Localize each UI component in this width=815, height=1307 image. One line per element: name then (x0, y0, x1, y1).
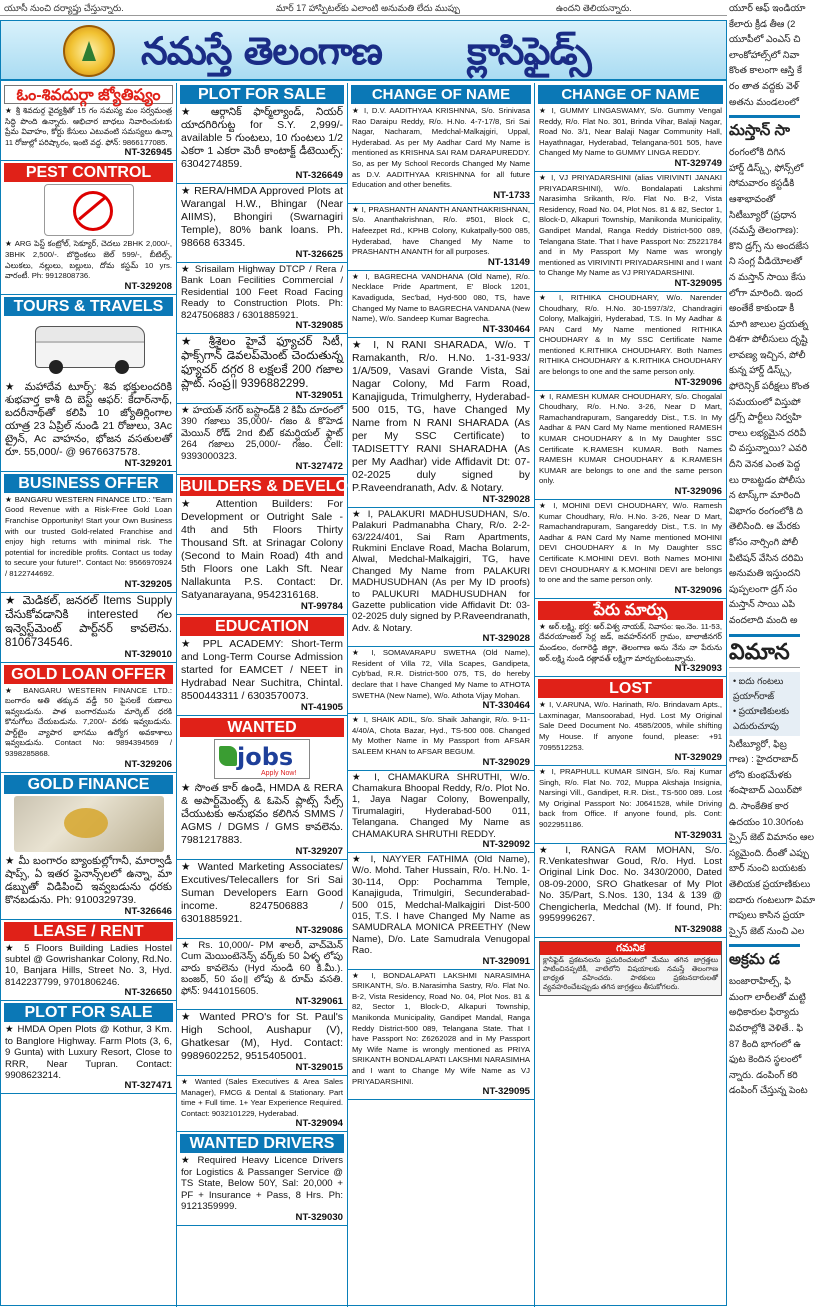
news-line: లోని కుంభమేళకు (729, 768, 792, 780)
news-line: వందలాది మంది అ (729, 613, 798, 625)
ad-code: NT-329010 (124, 648, 172, 660)
ad-text: ★ I, BONDALAPATI LAKSHMI NARASIMHA SRIKANTH, S/o. B.Narasimha Sastry, R/o. Flat No. B-2, Vista Residency, Road No. 04, Plot Nos. 81 & 82, Sector 1, Block-D, Alkapuri Township, Manikonda Municipality, Gandipet Mandal, Ranga Reddy District-500 089, Telangana State. That I have Passport No: Z6262028 and in My Passport My Wife Name is wrongly mentioned as PRIYA SRIKANTH BONDALAPATI LAKSHMI NARASIMHA and I want to Change My Wife Name as VJ PRIYADARSHINI. (352, 970, 530, 1086)
classified-ad (348, 508, 534, 647)
disclaimer-notice (539, 941, 722, 996)
news-bullet: ప్రయాగ్‌రాజ్‌ (733, 690, 775, 701)
ad-text: ★ హయత్ నగర్ బస్టాండ్‌కి 2 కిమీ దూరంలో 390 గజాలు 35,000/- గజం & కొహెడ మెయిన్ రోడ్ 2nd బిట్ కమర్షియల్ ఫ్లాట్ 264 గజాలు 25,000/- గజం. Cell: 9393000323. (181, 405, 343, 462)
classified-ad (1, 593, 176, 663)
news-line: రంగంలోకి దిగిన (729, 146, 786, 158)
ad-text: ★ ఆర్గానిక్ ఫార్మ్‌ల్యాండ్, నియర్ యాదగిరిగుట్ట for S.Y. 2,999/- available 5 గుంటలు, 10 గుంటలు 1/2 ఎకరా 1 ఎకరా మెరీ కాంటాక్ట్ డీటెయిల్స్: 6304274859. (181, 106, 343, 170)
ad-text: ★ I, PRAPHULL KUMAR SINGH, S/o. Raj Kumar Singh, R/o. Flat No. 702, Muppa Akshaja Insignia, Narsingi Vill., Gandipet, R.R. Dist., TS-500 089. Lost My Original Passport No: J0641528, while Driving back from Office. If anyone found, pls. Cont: 9022951186. (539, 767, 722, 830)
classified-ad (1, 1023, 176, 1094)
classified-ad (1, 494, 176, 593)
news-line: లాంకోహాల్స్‌లో నివా (729, 48, 800, 60)
classified-ad (177, 404, 347, 475)
section-header: TOURS & TRAVELS (4, 297, 173, 316)
news-line: దీని వెనక ఎంత పెద్ద (729, 458, 801, 470)
news-line: బంజారాహిల్స్, ఫి (729, 975, 791, 987)
classified-ad (1, 854, 176, 920)
news-line: వివరాల్లోకి వెళితే.. ఫి (729, 1022, 804, 1034)
ad-text: ★ Wanted PRO's for St. Paul's High School, Aushapur (V), Ghatkesar (M), Hyd. Contact: 9989602252, 9515405001. (181, 1011, 343, 1063)
classified-ad (177, 334, 347, 404)
news-line: తెలియక ప్రయాణికులు (729, 877, 811, 889)
news-line: లు రాబట్టడం పోలీసు (729, 473, 805, 485)
ad-code: NT-329096 (674, 486, 722, 497)
section-builders (177, 477, 392, 615)
news-line: గాణ) : హైదరాబాద్ (729, 753, 799, 765)
news-line: కున్న హార్డ్ డిస్క్స్, (729, 364, 792, 376)
news-bullet: • ప్రయాణికులకు (733, 705, 789, 716)
news-line: అంతేకే కాకుండా కీ (729, 302, 795, 314)
classified-ad (177, 1010, 347, 1076)
section-cn2 (535, 85, 726, 599)
ad-text: ★ I, D.V. AADITHYAA KRISHNNA, S/o. Srinivasa Rao Daraipu Reddy, R/o. H.No. 4-7-17/8, Sri Sai Nagar, Nacharam, Medchal-Malkajgiri, Uppal, Hyderabad. As per My Aadhar Card My Name is mentioned as KRISHNA SAI RAM DARAPUREDDY. So, as per My School Records Changed My Name as D.V. AADITHYAA KRISHNNA for all future Education and other benefits. (352, 106, 531, 190)
news-line: బార్ నుంచి బయటకు (729, 862, 807, 874)
news-line: యూర్ ఆఫ్ ఇండియా (729, 2, 806, 13)
section-astro (1, 85, 176, 161)
news-line: స్యమైంది. దీంతో ఎప్పు (729, 846, 809, 858)
news-bullets (729, 672, 800, 736)
news-line: రం తాత వద్దకు వెళ్ (729, 79, 799, 91)
section-tours (1, 297, 176, 472)
newspaper-brand: నమస్తే తెలంగాణ (141, 28, 382, 73)
ad-code: NT-329088 (674, 923, 722, 935)
news-headline-2: విమాన (729, 634, 800, 668)
section-plot2 (177, 85, 347, 475)
top-strip-left: యూసీ నుంచి దర్యాప్తు చేస్తున్నారు. (4, 3, 124, 13)
news-line: మంగా లారీలతో మట్టి (729, 990, 806, 1002)
news-line: విభాగం రంగంలోకి ది (729, 504, 803, 516)
ad-code: NT-329094 (295, 1118, 343, 1130)
ad-code: NT-329201 (124, 457, 172, 469)
classified-ad (348, 853, 534, 970)
column-4 (535, 83, 726, 1307)
column-3 (348, 83, 535, 1307)
ad-text: ★ BANGARU WESTERN FINANCE LTD.: "Earn Good Revenue with a Risk-Free Gold Loan Franchise Opportunity! Start your Own Business with our trusted Gold-related Franchise and enjoy high returns with minimal risk. The potential for incredible profits. Contact us today to secure your future!". Contact No: 9566970924 / 8122744692. (5, 494, 172, 578)
ad-text: ★ I, RANGA RAM MOHAN, S/o. R.Venkateshwar Goud, R/o. Hyd. Lost Original Link Doc. No. 3430/2000, Dated 08-09-2000, SRO Ghatkesar of My Plot No. 35/Part, S.Nos. 130, 134 & 139 @ Chengicherla, Medchal (M). If found, Ph: 9959996267. (539, 844, 722, 925)
ad-text: ★ I, GUMMY LINGASWAMY, S/o. Gummy Vengal Reddy, R/o. Flat No. 301, Brinda Vihar, Balaji Nagar, Road No. 3/1, Near Balaji Nagar Community Hall, Hayathnagar, Hyderabad, Telangana-501 505, have Changed My Name to GUMMY LINGA REDDY. (539, 106, 722, 158)
news-line: గాపులు కాసిన ప్రయా (729, 909, 805, 921)
ad-code: NT-326650 (124, 987, 172, 999)
news-line: డంపింగ్ చేస్తున్న పెంట (729, 1084, 808, 1096)
news-line: కొంత కాలంగా ఆస్తి కే (729, 64, 802, 76)
column-1 (1, 83, 177, 1307)
adjacent-news-strip (729, 0, 815, 1306)
masthead (1, 21, 726, 81)
ad-text: ★ I, MOHINI DEVI CHOUDHARY, W/o. Ramesh Kumar Choudhary, R/o. H.No. 3-26, Near D Mart, Ramachandrapuram, Sangareddy Dist., T.S. In My Aadhar & PAN Card My Name mentioned MOHINI DEVI CHOUDHARY & In My Daughter SSC Certificate K.MOHINI DEVI. Both Names MOHINI DEVI CHOUDHARY & K.MOHINI DEVI are belongs to one and the same person only. (539, 501, 722, 585)
ad-text: ★ శ్రీశైలం హైవే ఫ్యూచర్ సిటీ, ఫాక్స్‌గాన్ డెవలప్‌మెంట్ చెందుతున్న ఫ్యూచర్ దగ్గర 8 లక్షలకే 200 గజాల ప్లాట్. సంప్ర॥ 9396882299. (181, 335, 343, 391)
money-image (14, 796, 164, 852)
news-line: ఫోరెన్సిక్ పరీక్షలు కొంత (729, 380, 810, 392)
ad-text: ★ I, CHAMAKURA SHRUTHI, W/o. Chamakura Bhoopal Reddy, R/o. Plot No. 1, Jaya Nagar Colony, Bowenpally, Tirumalagiri, Hyderabad-500 011, Telangana. Changed My Name as CHAMAKURA SHRUTHI REDDY. (352, 771, 530, 840)
classified-ad (177, 263, 347, 334)
ad-text: ★ Rs. 10,000/- PM శాలరీ, వాచ్‌మెన్ Cum మెయింటెనెన్స్ వర్క్‌కు 50 ఏళ్ళ లోపు వారు కావలెను (Hyd నుండి 60 కి.మీ.). బంజర్, 50 పం॥ లోపు & రూమ్ వసతి. ఫోన్: 9441015605. (181, 940, 343, 997)
news-line: 87 కింది భాగంలో ఉ (729, 1037, 801, 1049)
classified-ad (535, 391, 726, 500)
jobs-logo-text: jobs (237, 743, 294, 772)
news-line: సిటీబ్యూరో, ఫిబ్ర (729, 737, 787, 749)
classified-ad (177, 1154, 347, 1225)
ad-text: ★ శ్రీ శివదుర్గ వైద్యశ్రీతో 15 గం సమస్య మం సర్వమంత్ర సిద్ధి పొంది ఉన్నారు. ఆభిచార బాధలు నివారించుటకు ప్రేమ వివాహం, కోర్టు కేసులు ఎటువంటి సమస్యలు ఉన్నా 11 రోజుల్లో పరిష్కారం, ఇంటి వద్ద. ఫోన్: 9866177085. (5, 106, 172, 147)
classifieds-page (0, 20, 727, 1306)
ad-code: NT-329086 (295, 925, 343, 937)
section-lost (535, 679, 726, 937)
ad-text: ★ మీ బంగారం బ్యాంకుల్లోగానీ, మార్వాడీ షాప్స్, ఏ ఇతర ఫైనాన్స్‌లలో ఉన్నా, మా డబ్బుతో విడిపించి ఇవ్వబడును ధరకు కొనబడును. Ph: 9100329739. (5, 854, 172, 906)
section-header: WANTED DRIVERS (180, 1134, 344, 1153)
section-drivers (177, 1134, 347, 1225)
ad-code: NT-13149 (487, 256, 530, 268)
ad-code: NT-329029 (674, 752, 722, 764)
ad-code: NT-329031 (674, 829, 722, 841)
ad-code: NT-329206 (124, 758, 172, 770)
jobs-image (214, 739, 310, 779)
ad-code: NT-329205 (124, 578, 172, 590)
ad-code: NT-327471 (124, 1080, 172, 1092)
news-line: కేలారు క్రీడ తీఆ (2 (729, 17, 796, 29)
classified-ad (1, 105, 176, 161)
ad-code: NT-1733 (493, 189, 530, 201)
ad-code: NT-327472 (295, 461, 343, 473)
section-header: LEASE / RENT (4, 922, 173, 941)
news-line: మాగి జాలుల ప్రయత్న (729, 317, 809, 329)
news-line: తెలిసింది. ఆ మేరకు (729, 520, 801, 532)
news-line: సోమవారం కస్టడీకి (729, 177, 795, 189)
news-line: లోగా మారింది. ఇంద (729, 286, 803, 298)
section-header: LOST (538, 679, 723, 698)
ad-code: NT-329092 (482, 838, 530, 850)
news-bullet: • ఐదు గంటలు (733, 675, 784, 686)
classified-ad (348, 204, 534, 271)
ad-text: ★ అర్.లక్ష్మి, భర్త: అర్.విశ్వ నాయక్, నివాసం: ఇం.నెం. 11-53, దేవరయాంజల్ సెర్ల జడ్, జవహర్‌నగర్ గ్రామం, బాలాజీనగర్ మండలం, రంగారెడ్డి జిల్లా, తెలంగాణ అను నేను నా పేరును అర్.లక్ష్మి నుండి రత్లావత్ లక్ష్మిగా మార్చుకుంటున్నాను. (539, 621, 722, 663)
column-2 (177, 83, 392, 1307)
news-line: చి వస్తున్నాయి? ఎవరి (729, 442, 808, 454)
previous-page-strip (0, 0, 727, 16)
classified-ad (535, 500, 726, 599)
ad-code: NT-329095 (674, 277, 722, 289)
classified-ad (177, 860, 347, 939)
ad-code: NT-329095 (482, 1086, 530, 1098)
ad-code: NT-329085 (295, 320, 343, 332)
classified-ad (177, 105, 347, 184)
ad-text: ★ Wanted (Sales Executives & Area Sales Manager), FMCG & Dental & Stationary. Part time + Full time. 1+ Year Experience Required. Contact: 9032101229, Hyderabad. (181, 1077, 343, 1118)
ad-code: NT-326625 (295, 249, 343, 260)
ad-code: NT-326649 (295, 170, 343, 181)
notice-text: క్లాసిఫైడ్ ప్రకటనలను ప్రచురించుటలో మేము తగిన జాగ్రత్తలు పాటించినప్పటికీ, వాటిలోని విషయాలకు నమస్తే తెలంగాణ బాధ్యత వహించదు. పాఠకులు ప్రకటనదారులతో వ్యవహరించేటప్పుడు తగిన జాగ్రత్తలు తీసుకోగలరు. (543, 956, 718, 991)
ad-code: NT-326945 (124, 147, 172, 159)
ad-text: ★ Required Heavy Licence Drivers for Logistics & Passanger Service @ TS State, Below 50Y, Sal: 20,000 + PF + Insurance + Pass, 8 Hrs. Ph: 9121359999. (181, 1155, 343, 1213)
news-line: స్పైస్ జెట్ నుంచి ఎల (729, 924, 805, 936)
ad-code: NT-329051 (295, 390, 343, 402)
classified-ad (535, 699, 726, 766)
section-wanted (177, 718, 347, 1132)
section-header: BUSINESS OFFER (4, 474, 173, 493)
news-line: పుప్పలంగా డ్రగ్ సం (729, 582, 798, 594)
ad-code: NT-329091 (482, 955, 530, 967)
classified-ad (177, 637, 347, 716)
ad-code: NT-329749 (674, 157, 722, 169)
ad-code: NT-329207 (295, 846, 343, 858)
ad-text: ★ ARG పెస్ట్ కంట్రోల్, సెక్యూర్, చెదలు 2BHK 2,000/-, 3BHK 2,500/-. బొద్దింకలు జెల్ 599/-, బీటిల్స్, ఎలుకలు, నల్లులు, బల్లులు, దోమ కస్టమ్ 10 yrs. వారంటీ. Ph: 9912808736. (5, 239, 172, 281)
ad-code: NT-329208 (124, 280, 172, 292)
section-header: CHANGE OF NAME (538, 85, 723, 104)
section-header: PLOT FOR SALE (4, 1003, 173, 1022)
news-line: న మస్తాన్ సాయి కేసు (729, 270, 806, 282)
ad-code: NT-329028 (482, 633, 530, 645)
news-line: సిటీబ్యూరో (ప్రధాన (729, 208, 797, 220)
classified-ad (177, 939, 347, 1010)
section-header: పేరు మార్పు (538, 601, 723, 620)
section-header: BUILDERS & DEVELOPERS (180, 478, 392, 496)
news-line: అధికారుల ఫిర్యాదు (729, 1006, 799, 1018)
ad-text: ★ 5 Floors Building Ladies Hostel subtel @ Gowrishankar Colony, Rd.No. 10, Banjara Hills, Street No. 3, Hyd. 8142237799, 9701806246. (5, 942, 172, 988)
news-line: కొని డ్రగ్స్ ను అందజేస (729, 239, 809, 251)
ad-text: ★ PPL ACADEMY: Short-Term and Long-Term Course Admission started for EAMCET / NEET in Hydrabad Near Suchitra, Chintal. 8500443311 / 6303570073. (181, 638, 343, 703)
ad-code: NT-41905 (300, 702, 343, 714)
news-line: అనుమతి ఇస్తుందని (729, 567, 801, 579)
section-header: EDUCATION (180, 617, 344, 636)
section-biz (1, 474, 176, 593)
classified-ad (177, 184, 347, 263)
ad-text: ★ I, RAMESH KUMAR CHOUDHARY, S/o. Chogalal Choudhary, R/o. H.No. 3-26, Near D Mart, Ramachandrapuram, Sangareddy Dist., T.S. In My Aadhar & PAN Card My Name mentioned RAMESH KUMAR CHOUDHARY & In My Daughter SSC Certificate K.RAMESH KUMAR. Both Names RAMESH KUMAR CHOUDHARY & K.RAMESH KUMAR are belongs to one and the same person only. (539, 391, 722, 486)
section-lease (1, 922, 176, 1002)
ad-code: NT-329015 (295, 1062, 343, 1074)
classified-ad (348, 714, 534, 770)
ad-text: ★ HMDA Open Plots @ Kothur, 3 Km. to Banglore Highway. Farm Plots (3, 6, 9 Gunta) with Luxury Resort, Close to RRR, Near Tupran. Contact: 9908623214. (5, 1024, 172, 1081)
ad-text: ★ I, SOMAVARAPU SWETHA (Old Name), Resident of Villa 72, Villa Scapes, Gandipeta, Cyb'bad, R.R. District-500 075, TS, do hereby declare that I have Changed My Name to ATHOTA SWETHA (New Name), W/o. Athota Vijay Mohan. (352, 648, 530, 700)
top-strip-right: ఉందని తెలియన్నారు. (556, 3, 632, 13)
news-line: శంషాబాద్ ఎయిర్‌పో (729, 784, 802, 796)
section-perumarpu (535, 601, 726, 677)
section-goldloan (1, 665, 176, 773)
section-goldfin (1, 775, 176, 920)
ad-code: NT-329096 (674, 376, 722, 388)
section-header: ఓం-శివదుర్గా జ్యోతిష్యం (4, 85, 173, 104)
news-line: లావణ్య ఇచ్చిన, పోలీ (729, 348, 806, 360)
news-line: స్పైస్ జెట్ విమానం ఆల (729, 831, 815, 843)
classified-ad (348, 105, 534, 204)
news-line: పిటిషన్ వేసిన దరిమి (729, 551, 804, 563)
classified-ad (348, 647, 534, 714)
news-line: రాలు లభ్యమైన దరివీ (729, 426, 807, 438)
ad-code: NT-330464 (482, 700, 530, 712)
ad-text: ★ మహాదేవ టూర్స్: శివ భక్తులందరికి శుభవార్త కాశీ ది బెస్ట్ ఆఫర్: కేదార్‌నాథ్, బదరీనాథ్‌తో కలిపి 10 జ్యోతిర్లింగాల యాత్ర 23 ఏప్రిల్‌ నుండి 21 రోజులు, 3Ac ట్రైన్, Ac వాహనం, భోజన వసతులతో రూ. 55,000/- @ 9676637578. (5, 380, 172, 458)
news-line: ఆశాభావంతో (729, 192, 776, 204)
ad-code: NT-329096 (674, 584, 722, 596)
ad-code: NT-329029 (482, 756, 530, 768)
news-line: డ్రగ్స్ పార్టీలు నిర్వహి (729, 411, 802, 423)
classified-ad (535, 172, 726, 292)
classified-ad (348, 271, 534, 338)
ad-text: ★ మెడికల్, జనరల్ Items Supply చేసుకోవడానికి interested గల ఇన్వెస్ట్‌మెంట్ పార్ట్‌నర్ కావలెను. 8106734546. (5, 593, 172, 649)
news-headline-3: అక్రమ డ (729, 944, 800, 969)
jobs-logo-sub: Apply Now! (261, 770, 297, 778)
ad-text: ★ సొంత కార్ ఉండి, HMDA & RERA & అపార్ట్‌మెంట్స్ & ఓపెన్ ప్లాట్స్ సేల్స్ చేయుటకు అనుభవం కలిగిన SMMS / AGMS / DGMS / GMS కావలెను. 7981217883. (181, 782, 343, 847)
news-line: న టాస్క్‌గా మారింది (729, 489, 801, 501)
news-headline-1: మస్తాన్ సా (729, 115, 800, 140)
notice-heading: గమనిక (540, 942, 721, 955)
ad-text: ★ I, VJ PRIYADARSHINI (alias VIRIVINTI JANAKI PRIYADARSHINI), W/o. Bondalapati Lakshmi Narasimha Srikanth, R/o. Flat No. B-2, Vista Residency, Road No. 04, Plot Nos. 81 & 82, Sector 1, Block-D, Alkapuri Township, Manikonda Municipality, Gandipet Mandal, Ranga Reddy District-500 089, Telangana State. That I have Passport No: Z5221784 and in My Passport My Name was wrongly mentioned as VIRIVINTI PRIYADARSHINI and I want to Change My Name as VJ PRIYADARSHINI. (539, 172, 722, 278)
ad-text: ★ RERA/HMDA Approved Plots at Warangal H.W., Bhingar (Near AIIMS), Bhongiri (Swarnagiri Temple), 80% bank loans. Ph. 98668 63345. (181, 185, 343, 249)
ins-image (44, 184, 134, 236)
section-header: PLOT FOR SALE (180, 85, 344, 104)
ad-text: ★ I, BAGRECHA VANDHANA (Old Name), R/o. Necklace Pride Apartment, E' Block 1201, Kavadiguda, Sec'bad, Hyd-500 080, TS, have Changed My Name to BAGRECHA VANDANA (New Name), W/o. Sandeep Kumar Bagrecha. (352, 271, 531, 324)
ad-text: ★ I, V.ARUNA, W/o. Harinath, R/o. Brindavam Apts., Laxminagar, Mansoorabad, Hyd. Lost My Original Sale Deed Document No. 4585/2005, while shifting My House. If anyone found, please: +91 7095512253. (539, 700, 722, 752)
news-line: సమయంలో విస్తుపో (729, 395, 801, 407)
news-line: ఐదారు గంటలుగా విమా (729, 893, 815, 905)
ad-text: ★ I, RITHIKA CHOUDHARY, W/o. Narender Choudhary, R/o. H.No. 30-1597/3/2, Chandragiri Colony, Malkajgiri, Hyderabad, T.S. In My Aadhar & PAN Card My Name mentioned RITHIKA CHOUDHARY & In My SSC Certificate Name mentioned K.RITHIKA CHOUDHARY. Both Names RITHIKA CHOUDHARY & K.RITHIKA CHOUDHARY are belongs to one and the same person only. (539, 292, 722, 377)
classified-ad (348, 338, 534, 508)
ad-text: ★ I, PRASHANTH ANANTH ANANTHAKRISHNAN, S/o. Ananthakrishnan, R/o. #501, Block C, Hafeezpet Rd., KPHB Colony, Kukatpally-500 085, Hyderabad, have Changed My Name to PRASHANTH ANANTH for all purposes. (352, 204, 530, 257)
news-line: ని సంగ్ల వీడియోలతో (729, 255, 803, 267)
ad-code: NT-329061 (295, 996, 343, 1008)
classified-ad (535, 766, 726, 844)
section-pest (1, 163, 176, 294)
ad-text: ★ I, N RANI SHARADA, W/o. T Ramakanth, R/o. H.No. 1-31-933/ 1/A/509, Vasavi Grande Vista, Sai Nagar Colony, Md Farm Road, Kanajiguda, Trimulgherry, Hyderabad-500 015, TG, have Changed My Name from N RANI SHARADA (As per My SSC Certificate) to TADISETTY RANI SHARADHA (As per My Aadhar) vide Affidavit Dt: 07-02-2025 duly signed by P.Raveendranath, Adv. & Notary. (352, 338, 530, 494)
ad-text: ★ BANGARU WESTERN FINANCE LTD.: బంగారం అతి తక్కువ వడ్డీ 50 పైసలకే రుణాలు ఇవ్వబడును. పాత బంగారమును మార్కెట్ ధరకి కొనుగోలు చేయబడును. 7,200/- వరకు ఇవ్వబడును. పార్ట్‌టైం వ్యాపార భాగము ఉద్యోగ అవకాశాలు ఇవ్వబడును. Contact No: 9894394569 / 9398285868. (5, 685, 172, 759)
news-line: యూపీలో ఎంఎస్ చి (729, 33, 801, 45)
classified-ad (535, 105, 726, 172)
news-line: దిశగా పోలీసులు దృష్టి (729, 333, 808, 345)
news-bullet: ఎదురుచూపు (733, 720, 779, 731)
news-line: మస్తాన్ సాయి ఎపి (729, 598, 796, 610)
ad-text: ★ Wanted Marketing Associates/ Excutives/Telecallers for Sri Sai Suman Developers Earn Good income. 8247506883 / 6301885921. (181, 861, 343, 926)
news-line: అతను మండలంలో (729, 95, 799, 107)
ad-text: ★ Srisailam Highway DTCP / Rera / Bank Loan Fecilities Commercial / Residential 100 Feet Road Facing Ready to Construction Plots. Ph: 8247506883 / 6301885921. (181, 264, 343, 321)
classified-ad (535, 621, 726, 677)
ad-code: NT-330464 (482, 323, 530, 335)
section-header: PEST CONTROL (4, 163, 173, 182)
ad-code: NT-329028 (482, 493, 530, 505)
section-plot1 (1, 1003, 176, 1094)
classified-ad (535, 844, 726, 938)
classified-ad (177, 1076, 347, 1132)
bus-image (29, 318, 149, 378)
section-cn1 (348, 85, 534, 1100)
section-medical (1, 593, 176, 663)
classified-ad (1, 238, 176, 294)
news-line: న్నారు. డంపింగ్ కరి (729, 1068, 798, 1080)
section-header: GOLD LOAN OFFER (4, 665, 173, 684)
section-header: WANTED (180, 718, 344, 737)
top-strip-mid: మార్ 17 హాస్పిటల్‌కు ఎలాంటి అనుమతి లేదు ముప్పు (276, 3, 461, 13)
classified-ad (348, 771, 534, 853)
ad-code: NT-326646 (124, 905, 172, 917)
news-line: (నమస్తే తెలంగాణ): (729, 224, 799, 236)
classified-ad (177, 497, 347, 615)
news-line: ఉదయం 10.30గంట (729, 815, 804, 827)
ad-code: NT-329030 (295, 1211, 343, 1223)
ad-code: NT-99784 (300, 601, 343, 613)
section-title: క్లాసిఫైడ్స్ (467, 28, 591, 73)
ad-text: ★ I, SHAIK ADIL, S/o. Shaik Jahangir, R/o. 9-11-4/40/A, Chota Bazar, Hyd., TS-500 008. Changed My Mother Name in My Passport from AFSAR SALEEM KHAN to AFSAR BEGUM. (352, 715, 530, 756)
ad-text: ★ I, PALAKURI MADHUSUDHAN, S/o. Palakuri Padmanabha Chary, R/o. 2-2-63/224/401, Sai Ram Apartments, Rukmini Enclave Road, Macha Bolarum, Alwal, Medchal-Malkajgiri, TG, have Changed My Name from PALAKURI MADHUSUDHAN (As per My ID proofs) to PALUKURI MADHUSUDHAN for Gazette publication vide Affidavit Dt: 03-02-2025 duly signed by P.Raveendranath, Adv. & Notary. (352, 508, 530, 634)
classified-ad (535, 292, 726, 391)
ad-text: ★ I, NAYYER FATHIMA (Old Name), W/o. Mohd. Taher Hussain, R/o. H.No. 1-30-114, Opp: Pochamma Temple, Kanajiguda, Trimulgiri, Secunderabad-500 015, Medchal-Malkajgiri Dist-500 015, T.S. I have Changed My Name as SAMUDRALA MONICA PREETHY (New Name), D/o. Late Samudrala Venugopal Rao. (352, 853, 530, 957)
news-line: ఫుట కెందిన స్థలంలో (729, 1053, 802, 1065)
news-line: హార్డ్ డిస్క్స్, ఫోన్స్‌లో (729, 161, 804, 173)
section-header: GOLD FINANCE (4, 775, 173, 794)
classified-ad (177, 781, 347, 860)
section-edu (177, 617, 347, 716)
section-header: CHANGE OF NAME (351, 85, 531, 104)
news-line: ది. సాంకేతిక కార (729, 799, 789, 811)
classified-ad (1, 685, 176, 773)
classified-ad (348, 970, 534, 1101)
ad-text: ★ Attention Builders: For Development or Outright Sale - 4th and 5th Floors Thirty Thousand Sft. at Srinagar Colony (Second to Main Road) 4th and 5th Floors one Lakh Sft. Near Nallakunta P.S. Contact: Dr. Satyanarayana, 9542316168. (181, 498, 343, 602)
telangana-emblem-icon (63, 25, 115, 77)
classified-ad (1, 942, 176, 1002)
classified-ad (1, 380, 176, 472)
news-line: కోసం నార్సింగి పోలీ (729, 536, 799, 547)
ad-code: NT-329093 (674, 663, 722, 675)
